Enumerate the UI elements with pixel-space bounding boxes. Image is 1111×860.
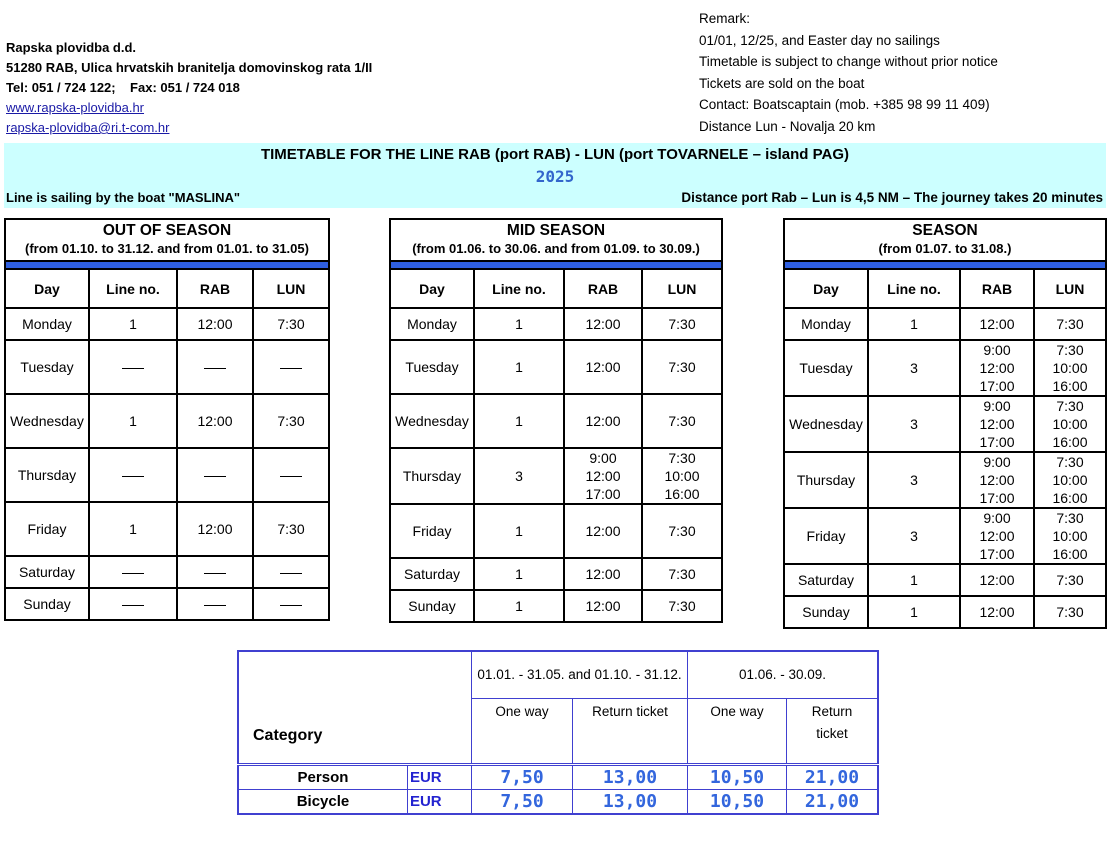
- rab-times: [960, 564, 1034, 596]
- departure-time: 12:00: [585, 413, 621, 429]
- price-value: 10,50: [688, 765, 787, 790]
- departure-time: 12:00: [585, 468, 621, 484]
- departure-time: 7:30: [1056, 454, 1084, 470]
- season-timetable: [783, 218, 1107, 629]
- remark-line: 01/01, 12/25, and Easter day no sailings: [699, 32, 940, 48]
- rab-times: [177, 448, 253, 502]
- lun-times: [253, 502, 329, 556]
- no-sailing-dash: [204, 573, 226, 574]
- day-cell: Sunday: [5, 588, 89, 620]
- rab-times: [177, 308, 253, 340]
- col-lun: LUN: [253, 269, 329, 308]
- col-rab: RAB: [564, 269, 642, 308]
- line-number: 1: [515, 523, 523, 539]
- season-divider: [5, 261, 329, 269]
- season-range: (from 01.07. to 31.08.): [878, 241, 1012, 256]
- line-cell: [89, 394, 177, 448]
- line-number: 1: [515, 598, 523, 614]
- table-row: [784, 508, 1106, 564]
- line-number: 3: [515, 468, 523, 484]
- season-timetable: [4, 218, 330, 621]
- table-row: [390, 448, 722, 504]
- departure-time: 9:00: [983, 510, 1011, 526]
- table-row: [784, 452, 1106, 508]
- line-cell: [474, 448, 564, 504]
- table-row: [784, 396, 1106, 452]
- day-cell: Saturday: [784, 564, 868, 596]
- col-line: Line no.: [868, 269, 960, 308]
- departure-time: 7:30: [1056, 510, 1084, 526]
- table-row: [390, 590, 722, 622]
- departure-time: 10:00: [1052, 528, 1088, 544]
- line-number: 1: [129, 413, 137, 429]
- day-cell: Monday: [390, 308, 474, 340]
- departure-time: 7:30: [668, 413, 696, 429]
- rab-times: [177, 340, 253, 394]
- col-day: Day: [784, 269, 868, 308]
- rab-times: [177, 556, 253, 588]
- season-divider: [784, 261, 1106, 269]
- lun-times: [1034, 596, 1106, 628]
- no-sailing-dash: [204, 476, 226, 477]
- day-cell: Monday: [784, 308, 868, 340]
- day-cell: Thursday: [5, 448, 89, 502]
- departure-time: 12:00: [979, 416, 1015, 432]
- line-number: 1: [910, 572, 918, 588]
- no-sailing-dash: [122, 573, 144, 574]
- day-cell: Thursday: [390, 448, 474, 504]
- departure-time: 12:00: [979, 572, 1015, 588]
- company-phone: Tel: 051 / 724 122; Fax: 051 / 724 018: [6, 80, 240, 95]
- rab-times: [960, 396, 1034, 452]
- day-cell: Tuesday: [390, 340, 474, 394]
- day-cell: Wednesday: [5, 394, 89, 448]
- line-cell: [868, 508, 960, 564]
- remark-line: Timetable is subject to change without prior notice: [699, 54, 998, 69]
- departure-time: 12:00: [585, 359, 621, 375]
- departure-time: 7:30: [668, 566, 696, 582]
- day-cell: Thursday: [784, 452, 868, 508]
- no-sailing-dash: [280, 368, 302, 369]
- departure-time: 12:00: [585, 316, 621, 332]
- table-row: [390, 340, 722, 394]
- table-row: [5, 308, 329, 340]
- remarks: [699, 8, 998, 137]
- lun-times: [1034, 340, 1106, 396]
- departure-time: 12:00: [979, 316, 1015, 332]
- no-sailing-dash: [204, 368, 226, 369]
- day-cell: Sunday: [784, 596, 868, 628]
- season-range: (from 01.06. to 30.06. and from 01.09. to 30.09.): [412, 241, 700, 256]
- lun-times: [253, 340, 329, 394]
- lun-times: [1034, 308, 1106, 340]
- day-cell: Friday: [5, 502, 89, 556]
- rab-times: [564, 340, 642, 394]
- line-cell: [89, 502, 177, 556]
- departure-time: 12:00: [197, 413, 233, 429]
- col-rab: RAB: [177, 269, 253, 308]
- departure-time: 12:00: [585, 566, 621, 582]
- rab-times: [960, 596, 1034, 628]
- no-sailing-dash: [204, 605, 226, 606]
- day-cell: Friday: [784, 508, 868, 564]
- lun-times: [642, 340, 722, 394]
- line-cell: [474, 590, 564, 622]
- line-cell: [89, 448, 177, 502]
- departure-time: 17:00: [979, 378, 1015, 394]
- table-row: [5, 448, 329, 502]
- departure-time: 9:00: [983, 398, 1011, 414]
- price-value: 7,50: [472, 790, 573, 815]
- departure-time: 17:00: [585, 486, 621, 502]
- rab-times: [564, 504, 642, 558]
- departure-time: 7:30: [1056, 398, 1084, 414]
- lun-times: [642, 448, 722, 504]
- rab-times: [177, 394, 253, 448]
- day-cell: Wednesday: [390, 394, 474, 448]
- departure-time: 12:00: [979, 472, 1015, 488]
- rab-times: [564, 558, 642, 590]
- season-name: SEASON: [912, 222, 978, 239]
- line-number: 1: [515, 413, 523, 429]
- departure-time: 12:00: [585, 523, 621, 539]
- return-header: Return ticket: [573, 699, 688, 765]
- line-cell: [474, 558, 564, 590]
- season-range: (from 01.10. to 31.12. and from 01.01. to 31.05): [25, 241, 309, 256]
- departure-time: 9:00: [983, 454, 1011, 470]
- table-row: [5, 340, 329, 394]
- category-header: Category: [238, 651, 472, 765]
- line-number: 1: [129, 521, 137, 537]
- boat-info: Line is sailing by the boat "MASLINA": [6, 190, 241, 205]
- lun-times: [253, 308, 329, 340]
- season-header: [5, 219, 329, 261]
- remark-line: Contact: Boatscaptain (mob. +385 98 99 11 409): [699, 97, 990, 112]
- line-number: 1: [515, 316, 523, 332]
- remark-line: Remark:: [699, 11, 751, 26]
- lun-times: [253, 556, 329, 588]
- company-address: 51280 RAB, Ulica hrvatskih branitelja domovinskog rata 1/II: [6, 60, 373, 75]
- line-cell: [868, 340, 960, 396]
- website-link[interactable]: www.rapska-plovidba.hr: [6, 100, 145, 115]
- table-row: [390, 504, 722, 558]
- price-table: [237, 650, 879, 815]
- departure-time: 10:00: [664, 468, 700, 484]
- departure-time: 16:00: [1052, 546, 1088, 562]
- line-number: 1: [910, 316, 918, 332]
- no-sailing-dash: [122, 605, 144, 606]
- lun-times: [1034, 452, 1106, 508]
- season-name: MID SEASON: [506, 222, 606, 239]
- rab-times: [564, 590, 642, 622]
- table-row: [784, 564, 1106, 596]
- departure-time: 7:30: [668, 598, 696, 614]
- line-cell: [868, 396, 960, 452]
- departure-time: 10:00: [1052, 360, 1088, 376]
- company-info: [6, 38, 372, 138]
- table-row: [390, 558, 722, 590]
- day-cell: Saturday: [390, 558, 474, 590]
- return-header: Return ticket: [787, 699, 879, 765]
- lun-times: [642, 308, 722, 340]
- departure-time: 16:00: [1052, 490, 1088, 506]
- col-day: Day: [390, 269, 474, 308]
- col-lun: LUN: [1034, 269, 1106, 308]
- departure-time: 7:30: [277, 521, 305, 537]
- no-sailing-dash: [122, 476, 144, 477]
- period1-header: 01.01. - 31.05. and 01.10. - 31.12.: [472, 651, 688, 699]
- line-cell: [89, 588, 177, 620]
- col-line: Line no.: [474, 269, 564, 308]
- departure-time: 9:00: [983, 342, 1011, 358]
- no-sailing-dash: [280, 573, 302, 574]
- season-name: OUT OF SEASON: [102, 222, 232, 239]
- line-cell: [89, 556, 177, 588]
- col-lun: LUN: [642, 269, 722, 308]
- season-header: [784, 219, 1106, 261]
- price-row-name: Bicycle: [238, 790, 407, 815]
- one-way-header: One way: [688, 699, 787, 765]
- season-divider: [390, 261, 722, 269]
- email-link[interactable]: rapska-plovidba@ri.t-com.hr: [6, 120, 170, 135]
- remark-line: Distance Lun - Novalja 20 km: [699, 118, 876, 134]
- departure-time: 7:30: [277, 413, 305, 429]
- timetable-year: 2025: [535, 167, 575, 186]
- line-number: 1: [515, 359, 523, 375]
- lun-times: [1034, 396, 1106, 452]
- line-number: 1: [515, 566, 523, 582]
- lun-times: [253, 448, 329, 502]
- rab-times: [177, 588, 253, 620]
- lun-times: [642, 504, 722, 558]
- lun-times: [253, 588, 329, 620]
- line-number: 3: [910, 416, 918, 432]
- period2-header: 01.06. - 30.09.: [688, 651, 879, 699]
- lun-times: [642, 394, 722, 448]
- price-value: 7,50: [472, 765, 573, 790]
- no-sailing-dash: [122, 368, 144, 369]
- line-number: 1: [129, 316, 137, 332]
- line-number: 3: [910, 528, 918, 544]
- departure-time: 7:30: [1056, 342, 1084, 358]
- col-line: Line no.: [89, 269, 177, 308]
- day-cell: Saturday: [5, 556, 89, 588]
- rab-times: [960, 340, 1034, 396]
- departure-time: 12:00: [585, 598, 621, 614]
- table-row: [784, 340, 1106, 396]
- departure-time: 16:00: [664, 486, 700, 502]
- one-way-header: One way: [472, 699, 573, 765]
- table-row: [5, 394, 329, 448]
- table-row: [5, 502, 329, 556]
- departure-time: 17:00: [979, 490, 1015, 506]
- departure-time: 7:30: [668, 359, 696, 375]
- lun-times: [642, 590, 722, 622]
- departure-time: 12:00: [979, 360, 1015, 376]
- line-cell: [474, 308, 564, 340]
- no-sailing-dash: [280, 605, 302, 606]
- table-row: [784, 596, 1106, 628]
- season-timetable: [389, 218, 723, 623]
- departure-time: 7:30: [668, 450, 696, 466]
- table-row: [5, 556, 329, 588]
- line-cell: [868, 452, 960, 508]
- departure-time: 9:00: [589, 450, 617, 466]
- departure-time: 10:00: [1052, 472, 1088, 488]
- rab-times: [960, 452, 1034, 508]
- day-cell: Monday: [5, 308, 89, 340]
- company-name: Rapska plovidba d.d.: [6, 40, 137, 55]
- departure-time: 16:00: [1052, 378, 1088, 394]
- line-cell: [474, 394, 564, 448]
- day-cell: Wednesday: [784, 396, 868, 452]
- table-row: [390, 394, 722, 448]
- departure-time: 12:00: [197, 316, 233, 332]
- departure-time: 7:30: [668, 316, 696, 332]
- day-cell: Tuesday: [5, 340, 89, 394]
- price-value: 21,00: [787, 765, 879, 790]
- remark-line: Tickets are sold on the boat: [699, 75, 865, 91]
- lun-times: [1034, 564, 1106, 596]
- timetable-banner: [4, 143, 1106, 208]
- rab-times: [564, 308, 642, 340]
- departure-time: 12:00: [979, 604, 1015, 620]
- col-rab: RAB: [960, 269, 1034, 308]
- line-number: 3: [910, 360, 918, 376]
- col-day: Day: [5, 269, 89, 308]
- line-cell: [89, 340, 177, 394]
- departure-time: 7:30: [277, 316, 305, 332]
- rab-times: [960, 308, 1034, 340]
- line-cell: [474, 340, 564, 394]
- season-header: [390, 219, 722, 261]
- day-cell: Tuesday: [784, 340, 868, 396]
- line-cell: [474, 504, 564, 558]
- departure-time: 7:30: [1056, 604, 1084, 620]
- lun-times: [642, 558, 722, 590]
- price-value: 21,00: [787, 790, 879, 815]
- currency: EUR: [407, 790, 471, 815]
- lun-times: [1034, 508, 1106, 564]
- line-cell: [868, 564, 960, 596]
- price-value: 13,00: [573, 765, 688, 790]
- departure-time: 17:00: [979, 546, 1015, 562]
- table-row: [5, 588, 329, 620]
- lun-times: [253, 394, 329, 448]
- currency: EUR: [407, 765, 471, 790]
- rab-times: [564, 394, 642, 448]
- day-cell: Friday: [390, 504, 474, 558]
- line-cell: [868, 308, 960, 340]
- line-number: 1: [910, 604, 918, 620]
- table-row: [784, 308, 1106, 340]
- rab-times: [177, 502, 253, 556]
- departure-time: 16:00: [1052, 434, 1088, 450]
- departure-time: 17:00: [979, 434, 1015, 450]
- rab-times: [564, 448, 642, 504]
- no-sailing-dash: [280, 476, 302, 477]
- departure-time: 7:30: [1056, 316, 1084, 332]
- departure-time: 7:30: [668, 523, 696, 539]
- rab-times: [960, 508, 1034, 564]
- price-value: 13,00: [573, 790, 688, 815]
- departure-time: 12:00: [979, 528, 1015, 544]
- price-row-name: Person: [238, 765, 407, 790]
- departure-time: 7:30: [1056, 572, 1084, 588]
- price-value: 10,50: [688, 790, 787, 815]
- line-cell: [89, 308, 177, 340]
- table-row: [390, 308, 722, 340]
- timetable-title: TIMETABLE FOR THE LINE RAB (port RAB) - LUN (port TOVARNELE – island PAG): [260, 146, 850, 163]
- day-cell: Sunday: [390, 590, 474, 622]
- distance-info: Distance port Rab – Lun is 4,5 NM – The journey takes 20 minutes: [681, 190, 1103, 205]
- departure-time: 12:00: [197, 521, 233, 537]
- line-cell: [868, 596, 960, 628]
- line-number: 3: [910, 472, 918, 488]
- departure-time: 10:00: [1052, 416, 1088, 432]
